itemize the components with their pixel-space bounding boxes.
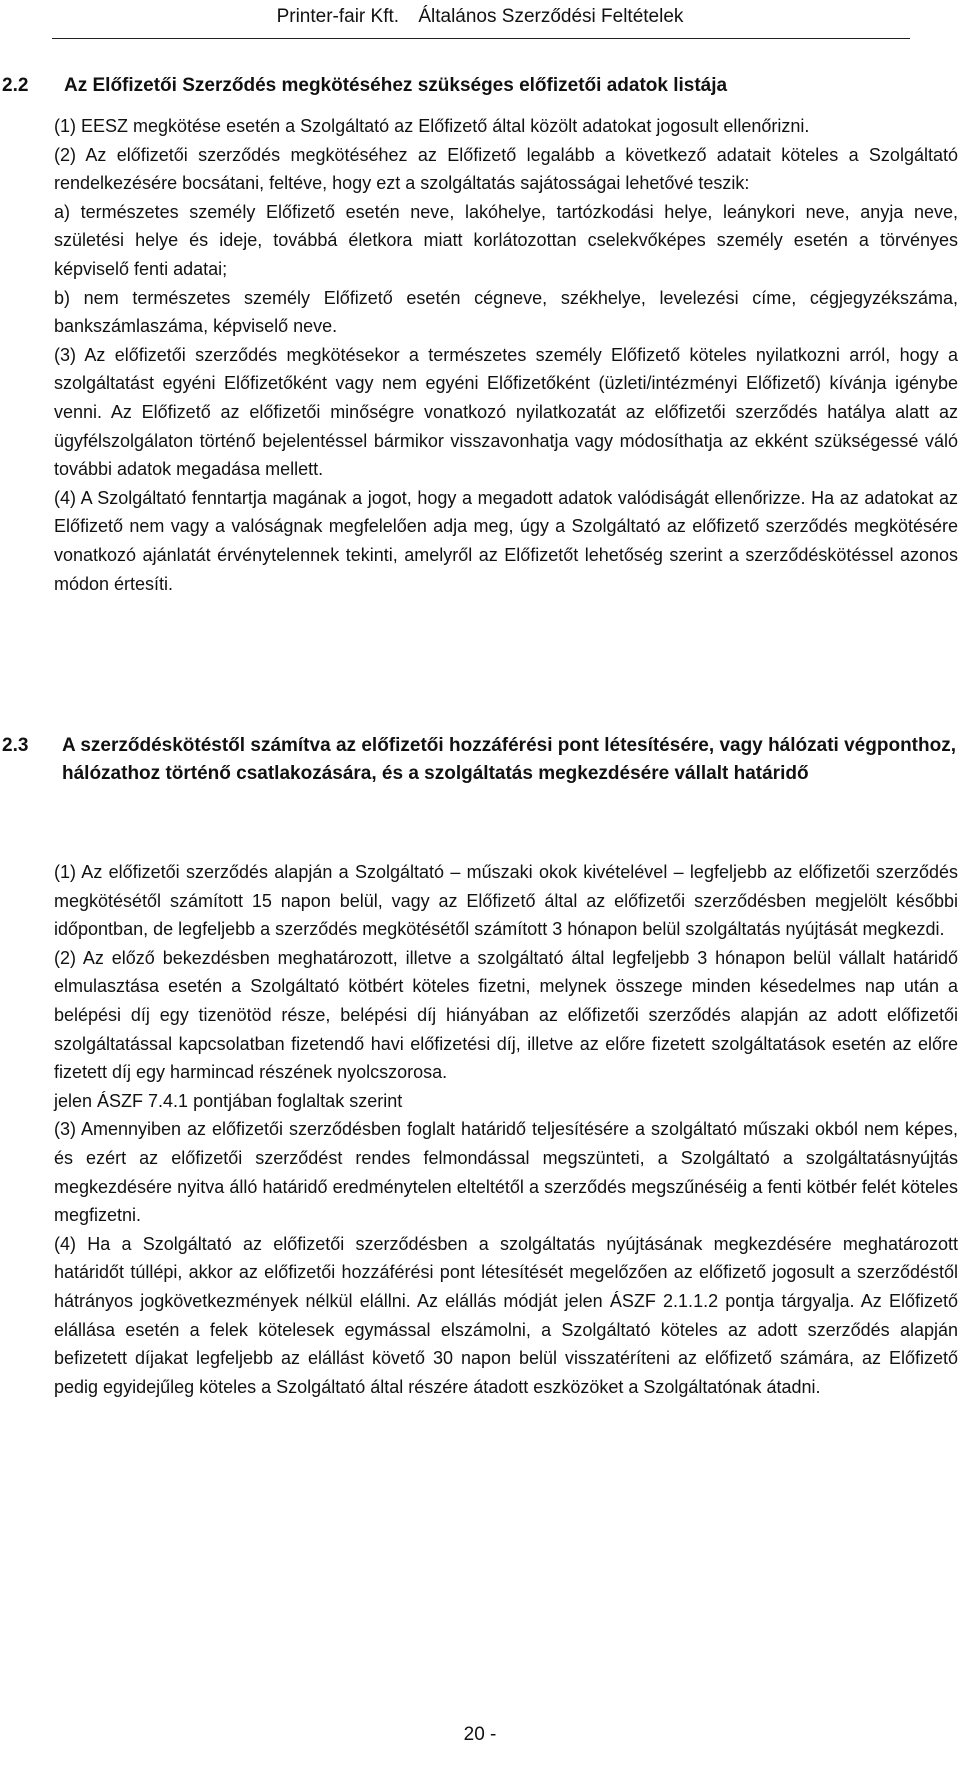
header-company: Printer-fair Kft. — [276, 6, 400, 27]
page-header — [0, 4, 960, 30]
section-2-2-body — [54, 112, 958, 598]
section-2-3-number: 2.3 — [2, 735, 29, 756]
section-2-3-paragraph-2: (2) Az előző bekezdésben meghatározott, illetve a szolgáltató által legfeljebb 3 hónapon belül vállalt határidő elmulasztása esetén a Szolgáltató kötbért köteles fizetni, melynek összege minden késedelmes nap után a belépési díj egy tizenötöd része, belépési díj hiányában az előfizetői szerződés alapján az adott előfizetői szolgáltatással kapcsolatban fizetendő havi előfizetési díj, illetve az előre fizetett szolgáltatások esetén az előre fizetett díj egy harmincad részének nyolcszorosa. — [54, 947, 958, 1083]
section-2-3-heading — [0, 732, 960, 822]
section-2-2-title: Az Előfizetői Szerződés megkötéséhez szükséges előfizetői adatok listája — [64, 75, 728, 96]
section-2-2-paragraph-3: (3) Az előfizetői szerződés megkötésekor a természetes személy Előfizető köteles nyilatkozni arról, hogy a szolgáltatást egyéni Előfizetőként vagy nem egyéni Előfizetőként (üzleti/intézményi Előfizető) kívánja igénybe venni. Az Előfizető az előfizetői minőségre vonatkozó nyilatkozatát az előfizetői szerződés hatálya alatt az ügyfélszolgálaton történő bejelentéssel bármikor visszavonhatja vagy módosíthatja az ekként szükségessé váló további adatok megadása mellett. — [54, 344, 958, 480]
page-number: 20 - — [463, 1724, 497, 1745]
section-2-2-heading — [0, 72, 960, 102]
header-document-title: Általános Szerződési Feltételek — [418, 6, 684, 27]
section-2-2-paragraph-1: (1) EESZ megkötése esetén a Szolgáltató az Előfizető által közölt adatokat jogosult ellenőrizni. — [54, 116, 810, 136]
section-2-3-paragraph-4: (4) Ha a Szolgáltató az előfizetői szerződésben a szolgáltatás nyújtásának megkezdésére meghatározott határidőt túllépi, akkor az előfizetői hozzáférési pont létesítését megelőzően az előfizető jogosult a szerződéstől hátrányos jogkövetkezmények nélkül elállni. Az elállás módját jelen ÁSZF 2.1.1.2 pontja tárgyalja. Az Előfizető elállása esetén a felek kötelesek egymással elszámolni, a Szolgáltató köteles az adott szerződés alapján befizetett díjakat legfeljebb az elállást követő 30 napon belül visszatéríteni az előfizető számára, az Előfizető pedig egyidejűleg köteles a Szolgáltató által részére átadott eszközöket a Szolgáltatónak átadni. — [54, 1233, 958, 1397]
section-2-2-paragraph-4: (4) A Szolgáltató fenntartja magának a jogot, hogy a megadott adatok valódiságát ellenőrizze. Ha az adatokat az Előfizető nem vagy a valóságnak megfelelően adja meg, úgy a Szolgáltató az előfizető szerződés megkötésére vonatkozó ajánlatát érvénytelennek tekinti, amelyről az Előfizetőt lehetőség szerint a szerződéskötéssel azonos módon értesíti. — [54, 487, 958, 594]
section-2-3-paragraph-1: (1) Az előfizetői szerződés alapján a Szolgáltató – műszaki okok kivételével – legfeljebb az előfizetői szerződés megkötésétől számított 15 napon belül, vagy az Előfizető által az előfizetői szerződésben megjelölt későbbi időpontban, de legfeljebb a szerződés megkötésétől számított 3 hónapon belül szolgáltatás nyújtását megkezdi. — [54, 862, 958, 940]
section-2-2-item-b: b) nem természetes személy Előfizető esetén cégneve, székhelye, levelezési címe, cégjegyzékszáma, bankszámlaszáma, képviselő neve. — [54, 287, 958, 337]
section-2-3-reference: jelen ÁSZF 7.4.1 pontjában foglaltak szerint — [54, 1090, 403, 1111]
header-rule — [52, 38, 910, 39]
section-2-2-item-a: a) természetes személy Előfizető esetén neve, lakóhelye, tartózkodási helye, leánykori neve, anyja neve, születési helye és ideje, továbbá életkora miatt korlátozottan cselekvőképes személy esetén a törvényes képviselő fenti adatai; — [54, 201, 958, 279]
section-2-3-title: A szerződéskötéstől számítva az előfizetői hozzáférési pont létesítésére, vagy hálózati végponthoz, hálózathoz történő csatlakozására, és a szolgáltatás megkezdésére vállalt határidő — [62, 735, 956, 784]
section-2-3-paragraph-3: (3) Amennyiben az előfizetői szerződésben foglalt határidő teljesítésére a szolgáltató műszaki okból nem képes, és ezért az előfizetői szerződést rendes felmondással megszünteti, a Szolgáltató a szolgáltatásnyújtás megkezdésére nyitva álló határidő eredménytelen elteltétől a szerződés megszűnéséig a fenti kötbér felét köteles megfizetni. — [54, 1119, 958, 1226]
section-2-2-number: 2.2 — [2, 75, 29, 96]
section-2-3-body — [54, 858, 958, 1401]
section-2-2-paragraph-2: (2) Az előfizetői szerződés megkötéséhez az Előfizető legalább a következő adatait köteles a Szolgáltató rendelkezésére bocsátani, feltéve, hogy ezt a szolgáltatás sajátosságai lehetővé teszik: — [54, 144, 958, 194]
